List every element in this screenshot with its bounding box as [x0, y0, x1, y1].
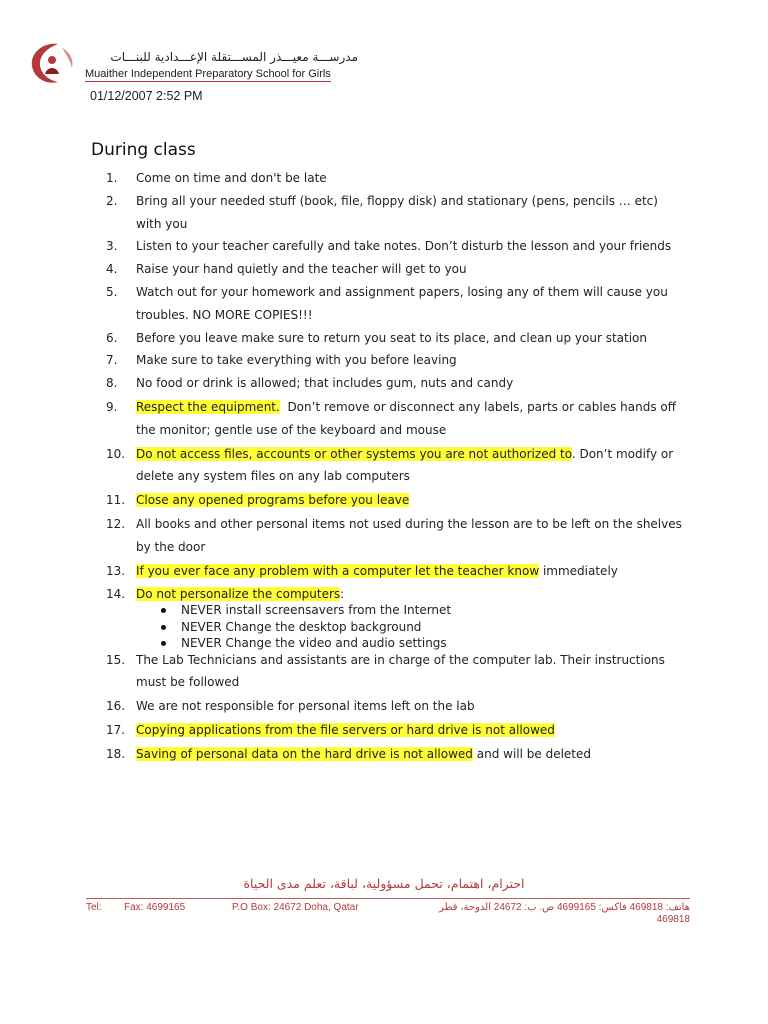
rule-item	[106, 743, 686, 766]
rule-item	[106, 649, 686, 695]
rule-item	[106, 372, 686, 395]
rule-text: The Lab Technicians and assistants are in charge of the computer lab. Their instructions must be followed	[136, 652, 669, 690]
rule-text: Watch out for your homework and assignment papers, losing any of them will cause you troubles. NO MORE COPIES!!!	[136, 284, 672, 322]
rule-text: All books and other personal items not used during the lesson are to be left on the shelves by the door	[136, 516, 686, 554]
rule-number: 16.	[106, 699, 126, 714]
rule-text: Bring all your needed stuff (book, file, floppy disk) and stationary (pens, pencils … etc) with you	[136, 193, 662, 231]
school-logo-icon	[28, 40, 78, 86]
rule-item	[106, 235, 686, 258]
rule-text: We are not responsible for personal items left on the lab	[136, 699, 475, 714]
rule-number: 13.	[106, 563, 126, 578]
document-datetime: 01/12/2007 2:52 PM	[90, 89, 203, 103]
rule-highlighted-text: Do not personalize the computers	[136, 587, 341, 602]
rule-item	[106, 489, 686, 512]
footer-contact	[86, 902, 690, 932]
rule-number: 9.	[106, 399, 118, 414]
rule-highlighted-text: Copying applications from the file servers or hard drive is not allowed	[136, 723, 555, 738]
rule-number: 18.	[106, 746, 126, 761]
rule-number: 17.	[106, 723, 126, 738]
footer-contact-arabic: هاتف: 469818 فاكس: 4699165 ص. ب: 24672 الدوحة، قطر	[439, 902, 690, 913]
sub-rule-item: NEVER Change the video and audio settings	[136, 635, 686, 652]
rule-item	[106, 190, 686, 236]
rule-item	[106, 327, 686, 350]
rule-number: 7.	[106, 353, 118, 368]
rule-number: 10.	[106, 446, 126, 461]
school-name-arabic: مدرســـة معيـــذر المســـتقلة الإعـــدادية للبنـــات	[110, 50, 358, 64]
rule-item	[106, 349, 686, 372]
rule-number: 8.	[106, 376, 118, 391]
rule-highlighted-text: If you ever face any problem with a computer let the teacher know	[136, 563, 540, 578]
rule-number: 2.	[106, 193, 118, 208]
letterhead	[28, 38, 358, 88]
footer-fax: Fax: 4699165	[124, 902, 186, 913]
rule-item	[106, 513, 686, 559]
rule-text: :	[340, 587, 345, 602]
sub-rule-item: NEVER install screensavers from the Internet	[136, 602, 686, 619]
rule-number: 14.	[106, 587, 126, 602]
footer-divider	[86, 898, 690, 899]
school-name-english: Muaither Independent Preparatory School for Girls	[85, 68, 331, 80]
rule-number: 11.	[106, 493, 126, 508]
rule-highlighted-text: Respect the equipment.	[136, 399, 280, 414]
rule-item	[106, 443, 686, 489]
rule-number: 6.	[106, 330, 118, 345]
rule-text: Don’t remove or disconnect any labels, parts or cables hands off the monitor; gentle use of the keyboard and mouse	[136, 399, 680, 437]
rule-text: Before you leave make sure to return you seat to its place, and clean up your station	[136, 330, 647, 345]
rule-text: No food or drink is allowed; that includes gum, nuts and candy	[136, 376, 514, 391]
rule-number: 5.	[106, 284, 118, 299]
footer-contact-arabic-continued: 469818	[656, 914, 690, 925]
rules-list	[106, 167, 686, 766]
rule-item	[106, 396, 686, 442]
rule-number: 12.	[106, 516, 126, 531]
rule-item	[106, 281, 686, 327]
rule-number: 15.	[106, 652, 126, 667]
rule-text: and will be deleted	[472, 746, 591, 761]
rule-number: 4.	[106, 262, 118, 277]
rule-item	[106, 560, 686, 583]
rule-text: Raise your hand quietly and the teacher will get to you	[136, 262, 467, 277]
rule-text: . Don’t modify or delete any system files on any lab computers	[136, 446, 678, 484]
rule-text: Make sure to take everything with you before leaving	[136, 353, 457, 368]
rule-highlighted-text: Saving of personal data on the hard drive is not allowed	[136, 746, 473, 761]
rule-text: Come on time and don't be late	[136, 171, 327, 185]
school-motto: احترام، اهتمام، تحمل مسؤولية، لباقة، تعلم مدى الحياة	[243, 876, 525, 891]
rule-item	[106, 695, 686, 718]
footer-po-box: P.O Box: 24672 Doha, Qatar	[232, 902, 359, 913]
rule-item	[106, 167, 686, 190]
rule-item	[106, 719, 686, 742]
rule-number: 3.	[106, 239, 118, 254]
rule-item	[106, 583, 686, 651]
sub-rules-list	[136, 602, 686, 652]
sub-rule-item: NEVER Change the desktop background	[136, 619, 686, 636]
rule-highlighted-text: Close any opened programs before you leave	[136, 493, 410, 508]
footer-tel: Tel:	[86, 902, 102, 913]
rule-text: immediately	[539, 563, 618, 578]
rule-number: 1.	[106, 171, 118, 185]
rule-highlighted-text: Do not access files, accounts or other systems you are not authorized to	[136, 446, 572, 461]
rule-item	[106, 258, 686, 281]
section-title: During class	[91, 140, 196, 160]
rule-text: Listen to your teacher carefully and take notes. Don’t disturb the lesson and your friends	[136, 239, 672, 254]
